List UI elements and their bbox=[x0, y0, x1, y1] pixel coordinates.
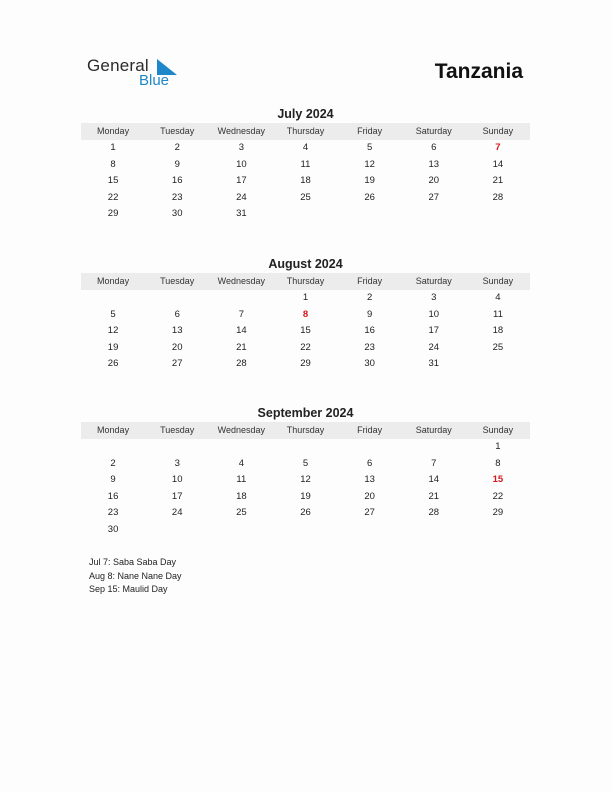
day-cell: 26 bbox=[364, 191, 375, 203]
month-title: August 2024 bbox=[268, 257, 343, 271]
day-cell: 8 bbox=[495, 457, 501, 469]
empty-day-cell bbox=[402, 206, 466, 223]
empty-day-cell bbox=[402, 522, 466, 539]
day-cell: 6 bbox=[431, 142, 437, 153]
week-row bbox=[81, 190, 530, 207]
day-cell: 18 bbox=[300, 175, 311, 186]
day-cell: 29 bbox=[107, 208, 119, 219]
day-cell: 3 bbox=[174, 457, 180, 469]
day-cell: 14 bbox=[428, 474, 440, 485]
empty-day-cell bbox=[338, 439, 402, 456]
day-cell: 4 bbox=[495, 292, 501, 303]
weekday-label: Monday bbox=[97, 126, 130, 136]
weekday-label: Sunday bbox=[482, 126, 514, 136]
day-cell: 19 bbox=[300, 490, 311, 502]
day-cell: 9 bbox=[366, 308, 373, 320]
day-cell: 7 bbox=[431, 457, 437, 469]
weekday-label: Wednesday bbox=[217, 276, 266, 286]
weekday-label: Wednesday bbox=[217, 126, 266, 136]
weekday-label: Tuesday bbox=[160, 276, 195, 286]
empty-day-cell bbox=[402, 439, 466, 456]
logo-text-blue: Blue bbox=[139, 72, 170, 89]
day-cell: 20 bbox=[364, 490, 375, 502]
day-cell: 27 bbox=[428, 191, 440, 203]
logo-text-general: General bbox=[87, 56, 149, 75]
month-august bbox=[81, 256, 530, 373]
day-cell: 9 bbox=[110, 474, 116, 485]
week-row bbox=[81, 323, 530, 340]
day-cell: 31 bbox=[428, 358, 440, 369]
weekday-header-row bbox=[81, 422, 530, 439]
empty-day-cell bbox=[273, 522, 337, 539]
day-cell: 21 bbox=[492, 175, 504, 186]
week-row bbox=[81, 456, 530, 473]
month-title: September 2024 bbox=[257, 406, 354, 420]
day-cell: 15 bbox=[300, 325, 311, 336]
day-cell: 1 bbox=[495, 441, 501, 452]
day-cell: 15 bbox=[107, 175, 119, 186]
week-row bbox=[81, 140, 530, 157]
holiday-entry: Aug 8: Nane Nane Day bbox=[89, 570, 182, 581]
day-cell: 22 bbox=[107, 191, 119, 203]
empty-day-cell bbox=[338, 206, 402, 223]
day-cell: 18 bbox=[492, 325, 504, 336]
day-cell: 23 bbox=[107, 507, 119, 518]
day-cell: 17 bbox=[428, 325, 440, 336]
day-cell: 30 bbox=[171, 208, 183, 219]
day-cell: 19 bbox=[107, 341, 119, 353]
week-row bbox=[81, 290, 530, 307]
day-cell: 11 bbox=[492, 308, 503, 320]
day-cell: 24 bbox=[236, 191, 247, 203]
day-cell: 24 bbox=[171, 507, 183, 518]
day-cell: 17 bbox=[171, 490, 183, 502]
day-cell: 25 bbox=[300, 191, 311, 203]
empty-day-cell bbox=[209, 290, 273, 307]
day-cell: 13 bbox=[364, 474, 375, 485]
day-cell: 29 bbox=[492, 507, 504, 518]
weekday-label: Thursday bbox=[286, 126, 325, 136]
empty-day-cell bbox=[209, 439, 273, 456]
day-cell: 14 bbox=[492, 158, 504, 170]
day-cell: 22 bbox=[300, 341, 311, 353]
empty-day-cell bbox=[81, 439, 145, 456]
day-cell: 25 bbox=[236, 507, 247, 518]
day-cell: 12 bbox=[300, 474, 311, 485]
day-cell: 18 bbox=[236, 490, 247, 502]
day-cell: 23 bbox=[171, 191, 183, 203]
empty-day-cell bbox=[145, 290, 209, 307]
day-cell: 1 bbox=[302, 292, 309, 303]
weekday-label: Monday bbox=[97, 425, 130, 435]
day-cell: 30 bbox=[107, 523, 119, 535]
day-cell: 31 bbox=[236, 208, 247, 219]
week-row bbox=[81, 489, 530, 506]
day-cell: 4 bbox=[302, 142, 309, 153]
day-cell: 1 bbox=[110, 142, 116, 153]
day-cell: 27 bbox=[364, 507, 375, 518]
week-row bbox=[81, 340, 530, 357]
empty-day-cell bbox=[145, 522, 209, 539]
day-cell: 12 bbox=[364, 158, 375, 170]
day-cell: 25 bbox=[492, 341, 504, 353]
holiday-day-cell: 15 bbox=[492, 474, 504, 485]
day-cell: 22 bbox=[492, 490, 504, 502]
country-title: Tanzania bbox=[434, 60, 523, 83]
week-row bbox=[81, 439, 530, 456]
day-cell: 20 bbox=[171, 341, 183, 353]
week-row bbox=[81, 173, 530, 190]
day-cell: 8 bbox=[110, 158, 116, 170]
weekday-label: Tuesday bbox=[160, 425, 195, 435]
day-cell: 7 bbox=[238, 308, 244, 320]
week-row bbox=[81, 307, 530, 324]
day-cell: 14 bbox=[236, 325, 247, 336]
day-cell: 28 bbox=[428, 507, 440, 518]
weekday-label: Wednesday bbox=[217, 425, 266, 435]
day-cell: 9 bbox=[174, 158, 180, 170]
week-row bbox=[81, 356, 530, 373]
weekday-label: Tuesday bbox=[160, 126, 195, 136]
weekday-label: Saturday bbox=[415, 425, 452, 435]
day-cell: 21 bbox=[236, 341, 247, 353]
holiday-day-cell: 8 bbox=[302, 308, 309, 320]
empty-day-cell bbox=[273, 439, 337, 456]
day-cell: 19 bbox=[364, 175, 375, 186]
day-cell: 16 bbox=[107, 490, 119, 502]
day-cell: 26 bbox=[107, 358, 119, 369]
day-cell: 28 bbox=[492, 191, 504, 203]
day-cell: 10 bbox=[236, 158, 247, 170]
month-july bbox=[81, 106, 530, 223]
weekday-label: Saturday bbox=[415, 276, 452, 286]
empty-day-cell bbox=[466, 356, 530, 373]
empty-day-cell bbox=[209, 522, 273, 539]
empty-day-cell bbox=[145, 439, 209, 456]
weekday-label: Sunday bbox=[482, 276, 514, 286]
week-row bbox=[81, 522, 530, 539]
weekday-header-row bbox=[81, 123, 530, 140]
holiday-entry: Sep 15: Maulid Day bbox=[89, 584, 168, 594]
weekday-label: Monday bbox=[97, 276, 130, 286]
day-cell: 11 bbox=[300, 158, 311, 170]
week-row bbox=[81, 157, 530, 174]
empty-day-cell bbox=[273, 206, 337, 223]
empty-day-cell bbox=[81, 290, 145, 307]
day-cell: 11 bbox=[236, 474, 247, 485]
day-cell: 3 bbox=[238, 142, 244, 153]
day-cell: 30 bbox=[364, 358, 375, 369]
day-cell: 24 bbox=[428, 341, 440, 353]
weekday-label: Sunday bbox=[482, 425, 514, 435]
weekday-label: Thursday bbox=[286, 276, 325, 286]
day-cell: 2 bbox=[110, 457, 116, 469]
day-cell: 2 bbox=[366, 292, 373, 303]
day-cell: 5 bbox=[110, 308, 116, 320]
month-title: July 2024 bbox=[277, 107, 334, 121]
empty-day-cell bbox=[466, 206, 530, 223]
day-cell: 12 bbox=[107, 325, 119, 336]
day-cell: 4 bbox=[238, 457, 244, 469]
day-cell: 5 bbox=[302, 457, 309, 469]
weekday-label: Friday bbox=[357, 425, 383, 435]
day-cell: 28 bbox=[236, 358, 247, 369]
weekday-label: Saturday bbox=[415, 126, 452, 136]
day-cell: 5 bbox=[366, 142, 373, 153]
day-cell: 10 bbox=[428, 308, 440, 320]
empty-day-cell bbox=[338, 522, 402, 539]
day-cell: 10 bbox=[171, 474, 183, 485]
holiday-day-cell: 7 bbox=[495, 142, 501, 153]
holiday-list bbox=[89, 556, 182, 597]
day-cell: 6 bbox=[366, 457, 373, 469]
day-cell: 20 bbox=[428, 175, 440, 186]
day-cell: 2 bbox=[174, 142, 180, 153]
day-cell: 17 bbox=[236, 175, 247, 186]
day-cell: 23 bbox=[364, 341, 375, 353]
weekday-label: Friday bbox=[357, 276, 383, 286]
day-cell: 27 bbox=[171, 358, 183, 369]
weekday-label: Friday bbox=[357, 126, 383, 136]
week-row bbox=[81, 206, 530, 223]
day-cell: 21 bbox=[428, 490, 440, 502]
day-cell: 13 bbox=[171, 325, 183, 336]
day-cell: 16 bbox=[171, 175, 183, 186]
weekday-label: Thursday bbox=[286, 425, 325, 435]
day-cell: 6 bbox=[174, 308, 180, 320]
day-cell: 16 bbox=[364, 325, 375, 336]
week-row bbox=[81, 472, 530, 489]
empty-day-cell bbox=[466, 522, 530, 539]
day-cell: 3 bbox=[431, 292, 437, 303]
day-cell: 29 bbox=[300, 358, 311, 369]
weekday-header-row bbox=[81, 273, 530, 290]
generalblue-logo bbox=[87, 56, 187, 92]
month-september bbox=[81, 405, 530, 538]
holiday-entry: Jul 7: Saba Saba Day bbox=[89, 557, 177, 567]
week-row bbox=[81, 505, 530, 522]
day-cell: 13 bbox=[428, 158, 440, 170]
day-cell: 26 bbox=[300, 507, 311, 518]
